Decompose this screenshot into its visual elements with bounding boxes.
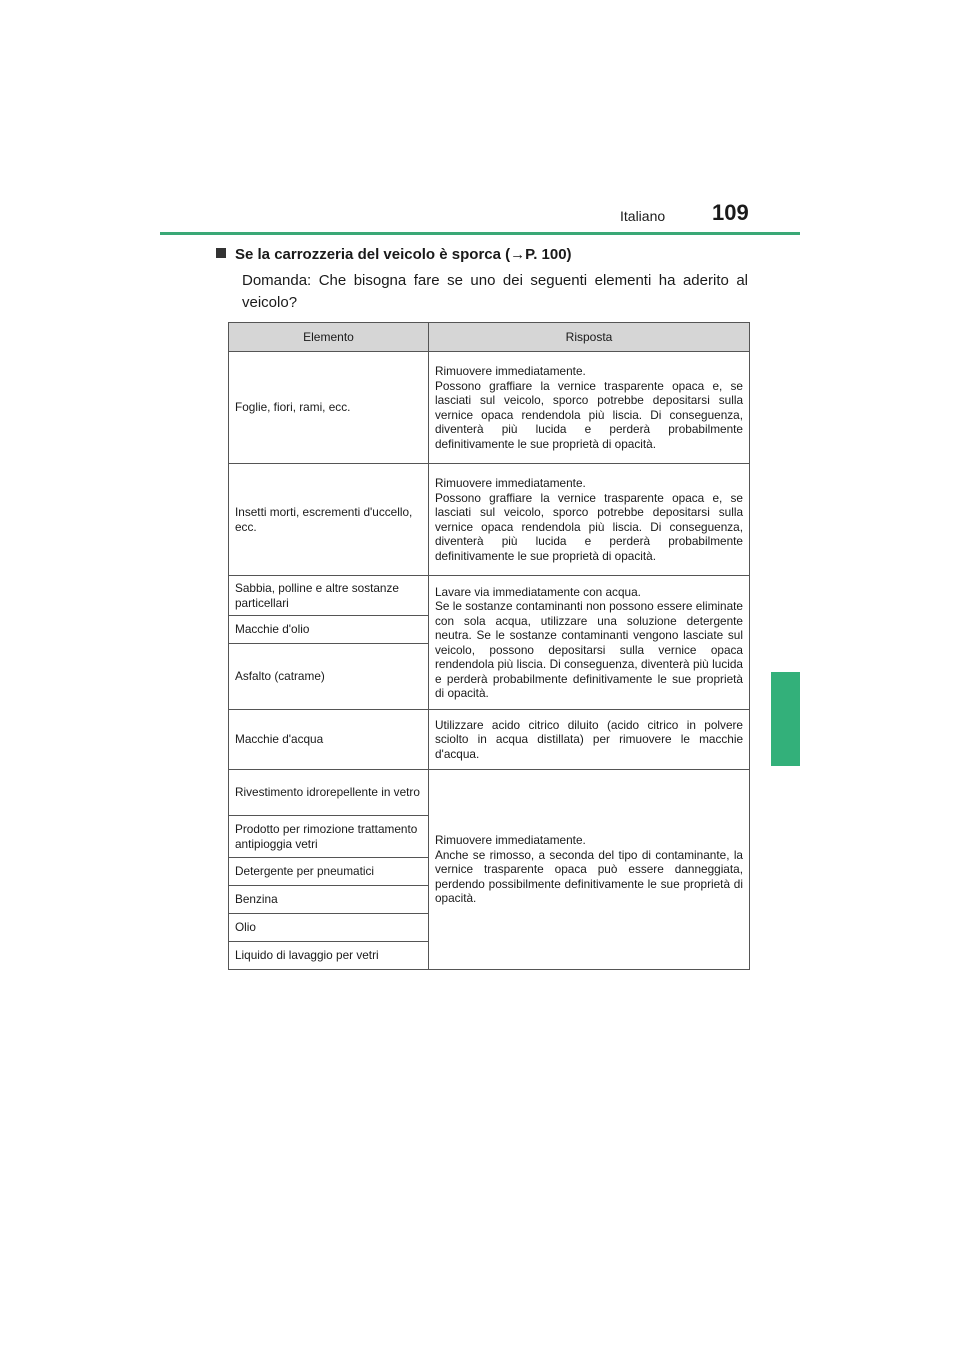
answer-lead: Rimuovere immediatamente. (435, 833, 586, 848)
header-cell-element: Elemento (229, 323, 429, 352)
table-row (229, 710, 750, 770)
answer-body: Possono graffiare la vernice trasparente opaca e, se lasciati sul veicolo, sporco potrebbe depositarsi sulla vernice opaca rendendola più liscia. Di conseguenza, diventerà più lucida e perderà probabilmente definitivamente le sue proprietà di opacità. (435, 490, 743, 563)
answer-lead: Rimuovere immediatamente. (435, 476, 586, 490)
answer-cell: Utilizzare acido citrico diluito (acido citrico in polvere sciolto in acqua distillata) per rimuovere le macchie d'acqua. (429, 710, 750, 770)
answer-body: Se le sostanze contaminanti non possono essere eliminate con sola acqua, utilizzare una soluzione detergente neutra. Se le sostanze contaminanti vengono lasciate sul veicolo, possono depositarsi sulla vernice opaca rendendola più liscia. Di conseguenza, diventerà più lucida e perderà probabilmente definitivamente le sue proprietà di opacità. (435, 599, 743, 700)
element-cell: Benzina (229, 886, 429, 914)
element-cell: Olio (229, 914, 429, 942)
header-rule (160, 232, 800, 235)
element-cell: Macchie d'olio (229, 616, 429, 644)
header-cell-answer: Risposta (429, 323, 750, 352)
element-cell: Liquido di lavaggio per vetri (229, 942, 429, 970)
element-cell: Prodotto per rimozione trattamento antipioggia vetri (229, 816, 429, 858)
element-cell: Rivestimento idrorepellente in vetro (229, 770, 429, 816)
table-header-row (229, 323, 750, 352)
table-row (229, 576, 750, 616)
info-table (228, 322, 750, 970)
answer-body: Possono graffiare la vernice trasparente opaca e, se lasciati sul veicolo, sporco potrebbe depositarsi sulla vernice opaca rendendola più liscia. Di conseguenza, diventerà più lucida e perderà probabilmente definitivamente le sue proprietà di opacità. (435, 378, 743, 451)
element-cell: Sabbia, polline e altre sostanze particellari (229, 576, 429, 616)
answer-body: Anche se rimosso, a seconda del tipo di contaminante, la vernice trasparente opaca può essere danneggiata, perdendo possibilmente definitivamente le sue proprietà di opacità. (435, 847, 743, 906)
answer-lead: Lavare via immediatamente con acqua. (435, 584, 641, 599)
answer-cell (429, 770, 750, 970)
element-cell: Macchie d'acqua (229, 710, 429, 770)
element-cell: Foglie, fiori, rami, ecc. (229, 352, 429, 464)
answer-cell (429, 576, 750, 710)
square-bullet-icon (216, 248, 226, 258)
table-row (229, 770, 750, 816)
answer-lead: Rimuovere immediatamente. (435, 364, 586, 378)
element-cell: Asfalto (catrame) (229, 644, 429, 710)
page-number: 109 (712, 200, 749, 225)
answer-cell (429, 352, 750, 464)
header-language: Italiano (620, 208, 666, 224)
answer-cell (429, 464, 750, 576)
question-text: Domanda: Che bisogna fare se uno dei seguenti elementi ha aderito al veicolo? (242, 272, 748, 311)
element-cell: Insetti morti, escrementi d'uccello, ecc. (229, 464, 429, 576)
element-cell: Detergente per pneumatici (229, 858, 429, 886)
table-row (229, 464, 750, 576)
section-title (216, 246, 572, 263)
chapter-side-tab (771, 672, 800, 766)
section-title-text: Se la carrozzeria del veicolo è sporca (→P. 100) (235, 246, 572, 263)
table-row (229, 352, 750, 464)
